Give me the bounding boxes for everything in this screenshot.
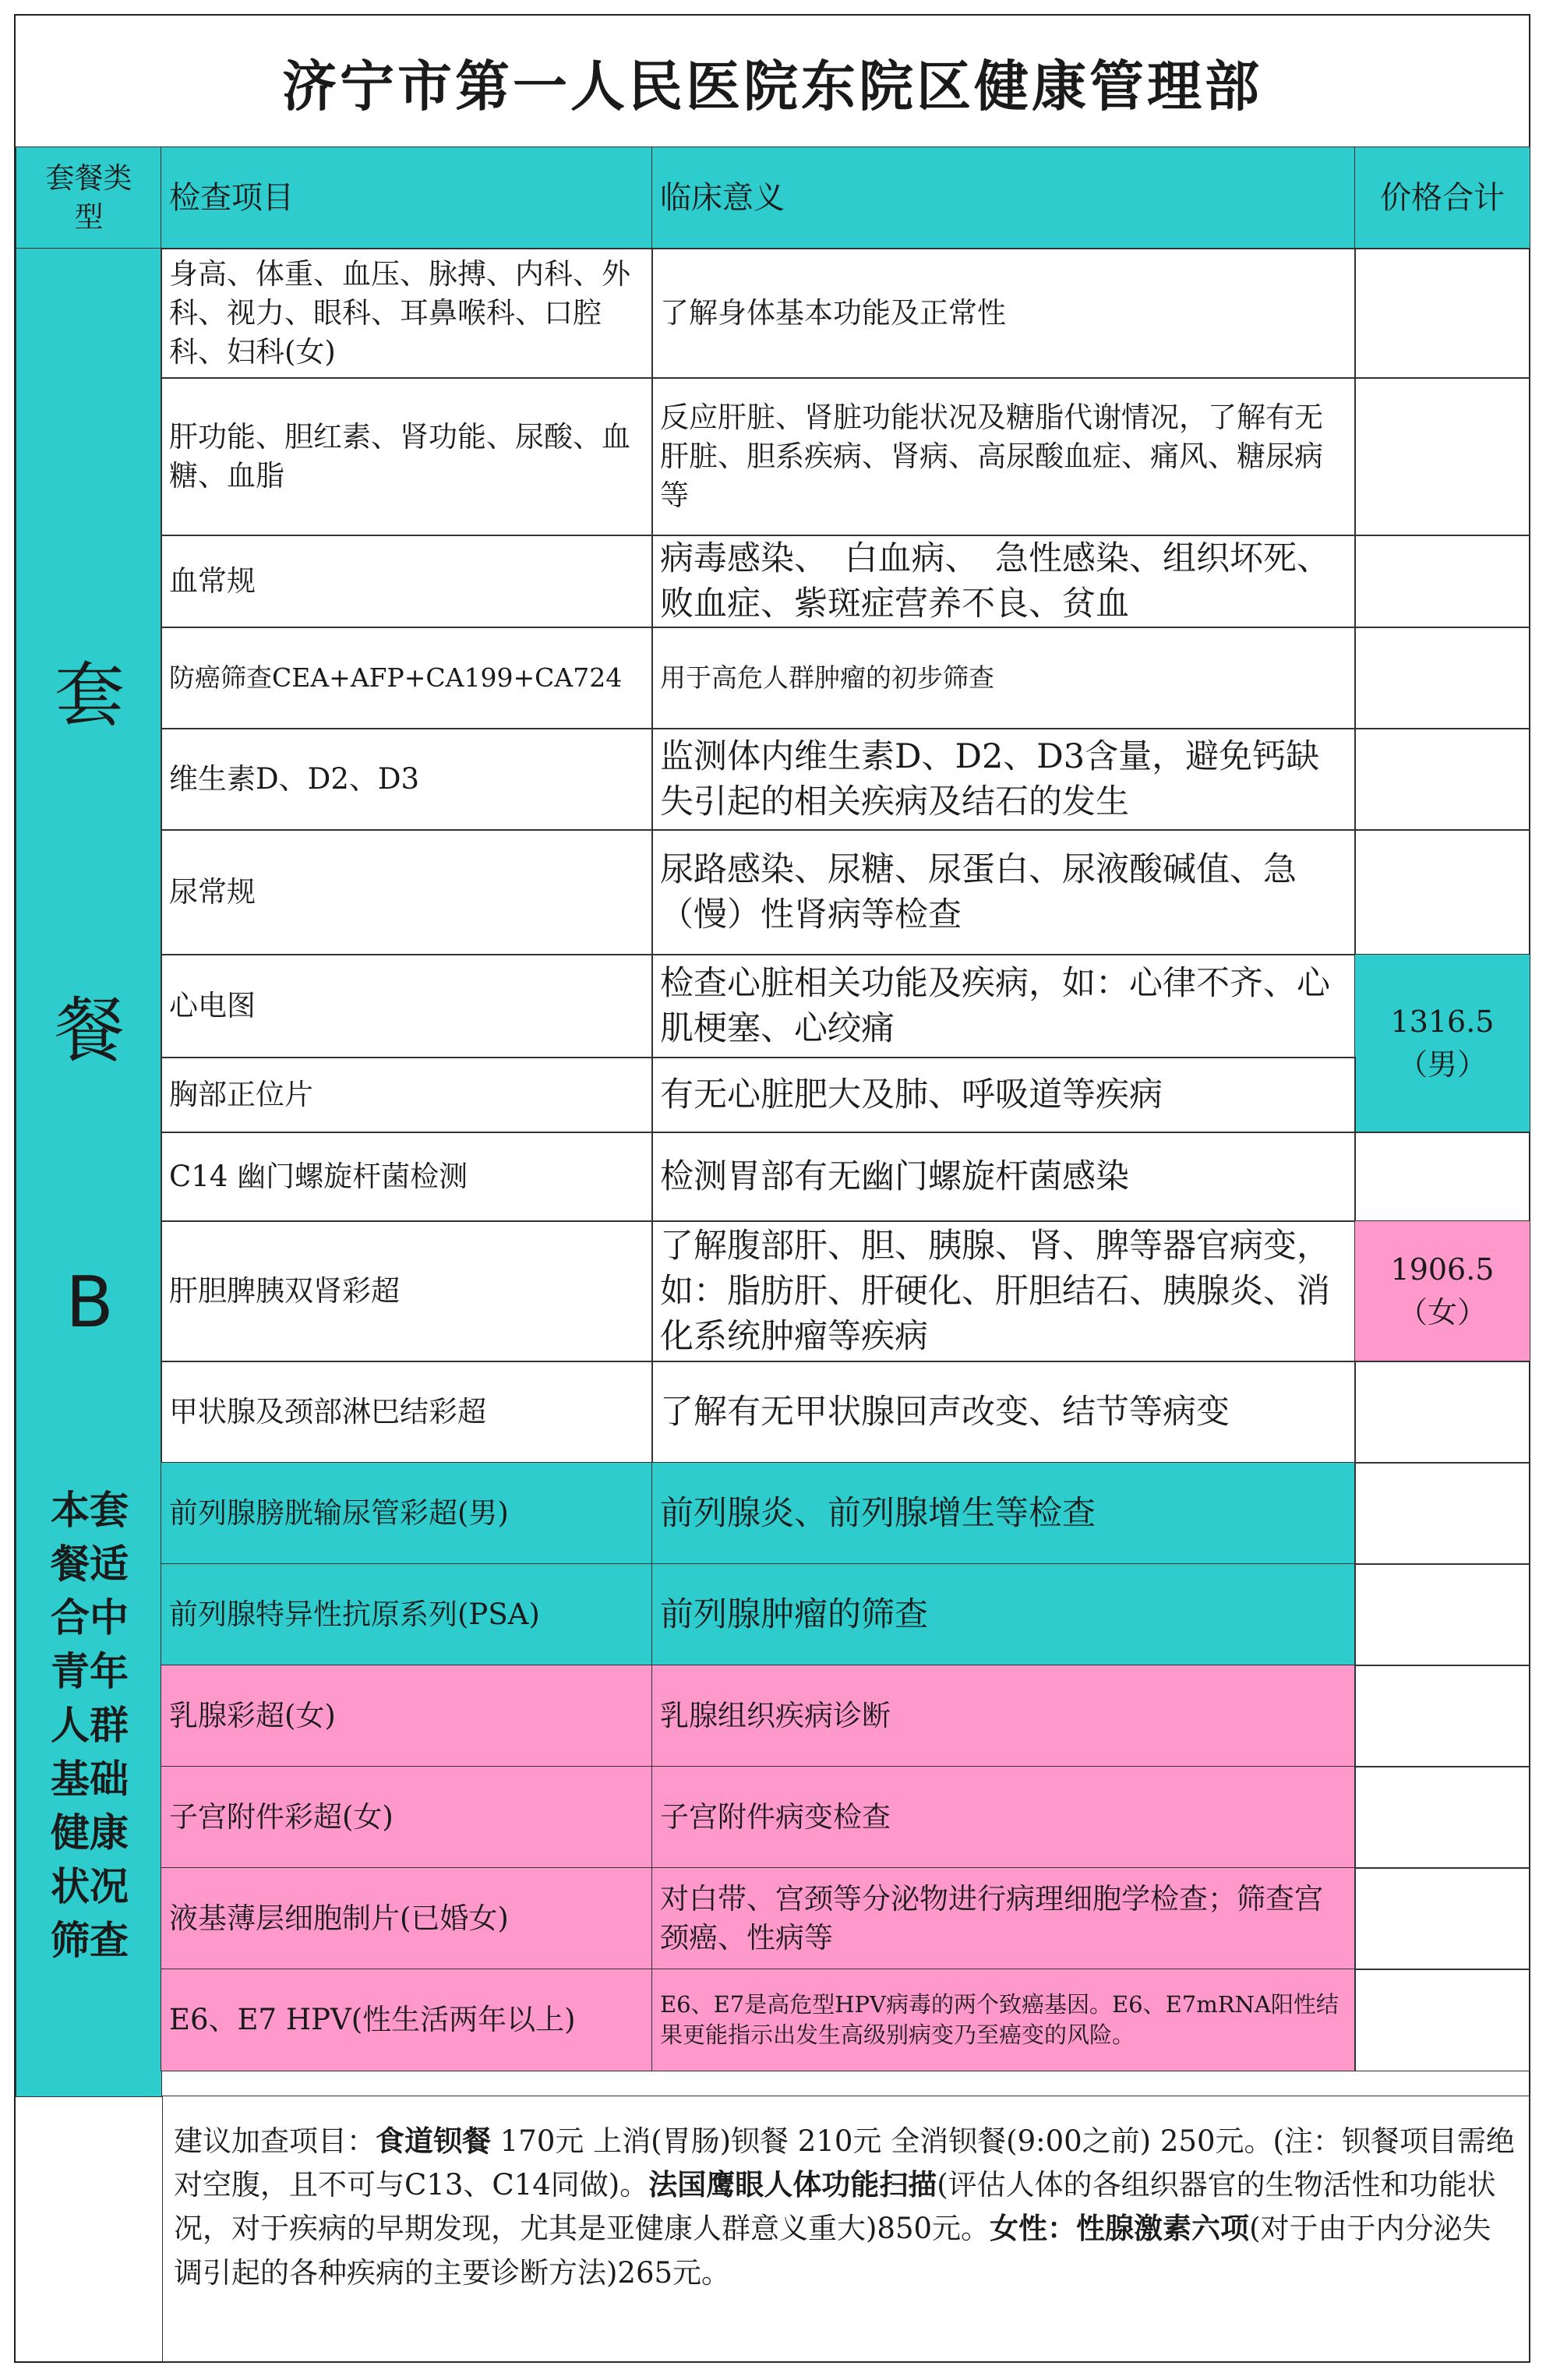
header-clinical-meaning: 临床意义 bbox=[651, 147, 1356, 249]
price-cell-empty bbox=[1354, 535, 1530, 628]
footer-bold-3: 女性：性腺激素六项 bbox=[990, 2212, 1250, 2246]
table-row-meaning: 了解腹部肝、胆、胰腺、肾、脾等器官病变，如：脂肪肝、肝硬化、肝胆结石、胰腺炎、消化系统肿瘤等疾病 bbox=[651, 1220, 1356, 1362]
header-package-type: 套餐类 型 bbox=[16, 147, 162, 249]
table-row-item: 子宫附件彩超(女) bbox=[161, 1766, 653, 1869]
table-row-meaning: 检测胃部有无幽门螺旋杆菌感染 bbox=[651, 1132, 1356, 1222]
table-row-item: 防癌筛查CEA+AFP+CA199+CA724 bbox=[161, 627, 653, 729]
package-char-b: B bbox=[65, 1262, 114, 1344]
price-cell-empty bbox=[1354, 1132, 1530, 1222]
package-char-tao: 套 bbox=[55, 655, 125, 736]
table-row-item: 维生素D、D2、D3 bbox=[161, 728, 653, 831]
price-cell-empty bbox=[1354, 1969, 1530, 2071]
table-row-item: 肝胆脾胰双肾彩超 bbox=[161, 1220, 653, 1362]
table-row-item: 身高、体重、血压、脉搏、内科、外科、视力、眼科、耳鼻喉科、口腔科、妇科(女) bbox=[161, 248, 653, 379]
table-row-meaning: 检查心脏相关功能及疾病，如：心律不齐、心肌梗塞、心绞痛 bbox=[651, 954, 1356, 1058]
table-row-item: 尿常规 bbox=[161, 829, 653, 955]
price-cell-empty bbox=[1354, 1563, 1530, 1666]
footer-text-2: 170元 上消(胃肠)钡餐 210元 全消钡餐(9:00之前) 250元。(注：钡餐项目需绝对空腹，且不可与C13、C14同做)。 bbox=[174, 2124, 1515, 2202]
page-title: 济宁市第一人民医院东院区健康管理部 bbox=[16, 16, 1529, 150]
table-row-item: 乳腺彩超(女) bbox=[161, 1665, 653, 1767]
table-row-item: E6、E7 HPV(性生活两年以上) bbox=[161, 1969, 653, 2071]
package-side-column bbox=[16, 248, 162, 2097]
table-row-item: 前列腺特异性抗原系列(PSA) bbox=[161, 1563, 653, 1666]
footer-bold-1: 食道钡餐 bbox=[376, 2124, 491, 2158]
package-suitability-note: 本套 餐适 合中 青年 人群 基础 健康 状况 筛查 bbox=[51, 1488, 129, 1963]
table-row-item: 甲状腺及颈部淋巴结彩超 bbox=[161, 1361, 653, 1464]
table-row-meaning: 前列腺炎、前列腺增生等检查 bbox=[651, 1462, 1356, 1565]
header-exam-item: 检查项目 bbox=[161, 147, 653, 249]
price-cell-empty bbox=[1354, 728, 1530, 831]
table-row-meaning: 前列腺肿瘤的筛查 bbox=[651, 1563, 1356, 1666]
table-row-meaning: 用于高危人群肿瘤的初步筛查 bbox=[651, 627, 1356, 729]
price-cell-empty bbox=[1354, 1462, 1530, 1565]
price-cell-empty bbox=[1354, 829, 1530, 955]
table-row-meaning: 了解有无甲状腺回声改变、结节等病变 bbox=[651, 1361, 1356, 1464]
price-cell-empty bbox=[1354, 377, 1530, 536]
footer-text-3: (评估人体的各组织器官的生物活性和功能状况，对于疾病的早期发现，尤其是亚健康人群意义重大)850元。 bbox=[174, 2168, 1496, 2246]
table-row-item: C14 幽门螺旋杆菌检测 bbox=[161, 1132, 653, 1222]
table-row-meaning: 有无心脏肥大及肺、呼吸道等疾病 bbox=[651, 1057, 1356, 1133]
price-female: 1906.5 （女） bbox=[1354, 1220, 1530, 1362]
table-row-meaning: 了解身体基本功能及正常性 bbox=[651, 248, 1356, 379]
footer-bold-2: 法国鹰眼人体功能扫描 bbox=[648, 2168, 937, 2202]
table-row-meaning: 反应肝脏、肾脏功能状况及糖脂代谢情况，了解有无肝脏、胆系疾病、肾病、高尿酸血症、痛风、糖尿病等 bbox=[651, 377, 1356, 536]
header-price-total: 价格合计 bbox=[1354, 147, 1530, 249]
table-row-item: 前列腺膀胱输尿管彩超(男) bbox=[161, 1462, 653, 1565]
table-row-meaning: 乳腺组织疾病诊断 bbox=[651, 1665, 1356, 1767]
price-cell-empty bbox=[1354, 1766, 1530, 1869]
table-row-meaning: 子宫附件病变检查 bbox=[651, 1766, 1356, 1869]
price-cell-empty bbox=[1354, 1867, 1530, 1970]
footer-text-1: 建议加查项目： bbox=[174, 2124, 376, 2158]
package-sheet bbox=[14, 14, 1530, 2363]
table-row-meaning: 病毒感染、 白血病、 急性感染、组织坏死、 败血症、紫斑症营养不良、贫血 bbox=[651, 535, 1356, 628]
price-cell-empty bbox=[1354, 627, 1530, 729]
price-male: 1316.5 （男） bbox=[1354, 954, 1530, 1133]
table-row-item: 胸部正位片 bbox=[161, 1057, 653, 1133]
table-row-item: 液基薄层细胞制片(已婚女) bbox=[161, 1867, 653, 1970]
table-row-meaning: 对白带、宫颈等分泌物进行病理细胞学检查；筛查宫颈癌、性病等 bbox=[651, 1867, 1356, 1970]
table-row-item: 肝功能、胆红素、肾功能、尿酸、血糖、血脂 bbox=[161, 377, 653, 536]
price-cell-empty bbox=[1354, 248, 1530, 379]
price-cell-empty bbox=[1354, 1665, 1530, 1767]
table-row-item: 心电图 bbox=[161, 954, 653, 1058]
package-char-can: 餐 bbox=[55, 990, 125, 1072]
table-row-meaning: E6、E7是高危型HPV病毒的两个致癌基因。E6、E7mRNA阳性结果更能指示出发生高级别病变乃至癌变的风险。 bbox=[651, 1969, 1356, 2071]
footer-text-4: (对于由于内分泌失调引起的各种疾病的主要诊断方法)265元。 bbox=[174, 2212, 1491, 2290]
additional-items-note bbox=[162, 2096, 1530, 2363]
table-row-item: 血常规 bbox=[161, 535, 653, 628]
table-row-meaning: 监测体内维生素D、D2、D3含量，避免钙缺失引起的相关疾病及结石的发生 bbox=[651, 728, 1356, 831]
table-row-meaning: 尿路感染、尿糖、尿蛋白、尿液酸碱值、急（慢）性肾病等检查 bbox=[651, 829, 1356, 955]
price-cell-empty bbox=[1354, 1361, 1530, 1464]
